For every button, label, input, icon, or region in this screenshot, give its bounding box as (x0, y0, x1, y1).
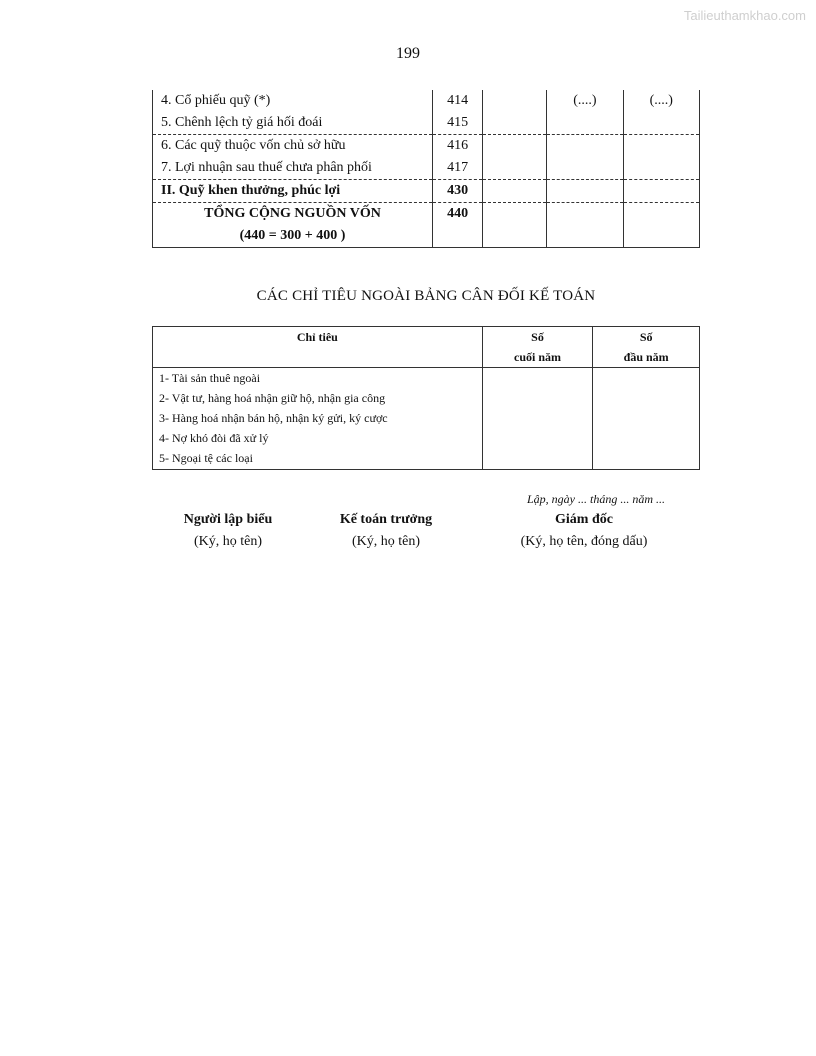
header-end-line1: Số (531, 330, 544, 344)
watermark: Tailieuthamkhao.com (683, 8, 806, 23)
list-item: 5- Ngoại tệ các loại (159, 451, 253, 465)
off-balance-table (152, 326, 700, 470)
page-number: 199 (396, 45, 420, 62)
table-row (153, 135, 700, 158)
row-value-3 (623, 112, 699, 135)
signature-note: (Ký, họ tên) (351, 534, 421, 549)
row-value-3 (623, 225, 699, 248)
table-row (153, 157, 700, 180)
table-body-row (153, 368, 700, 470)
row-value-1 (483, 90, 547, 112)
row-code: 417 (433, 157, 483, 180)
row-value-2 (547, 225, 623, 248)
row-value-3 (623, 180, 699, 203)
row-label: 6. Các quỹ thuộc vốn chủ sở hữu (153, 135, 433, 158)
row-code (433, 225, 483, 248)
header-start-line2: đầu năm (623, 350, 669, 364)
row-value-2: (....) (547, 90, 623, 112)
end-of-year-values (482, 368, 593, 470)
row-value-1 (483, 180, 547, 203)
list-item: 3- Hàng hoá nhận bán hộ, nhận ký gửi, ký cược (159, 411, 388, 425)
row-code: 415 (433, 112, 483, 135)
signature-note: (Ký, họ tên, đóng dấu) (520, 534, 648, 549)
indicator-list (153, 368, 483, 470)
row-value-3 (623, 135, 699, 158)
row-value-2 (547, 203, 623, 226)
row-value-3 (623, 203, 699, 226)
row-label: 4. Cổ phiếu quỹ (*) (153, 90, 433, 112)
row-value-2 (547, 180, 623, 203)
row-value-2 (547, 157, 623, 180)
row-value-3 (623, 157, 699, 180)
section-title: CÁC CHỈ TIÊU NGOÀI BẢNG CÂN ĐỐI KẾ TOÁN (256, 288, 596, 304)
date-line: Lập, ngày ... tháng ... năm ... (527, 492, 665, 506)
row-value-2 (547, 112, 623, 135)
total-formula: (440 = 300 + 400 ) (153, 225, 433, 248)
signature-preparer (168, 509, 288, 553)
row-value-1 (483, 112, 547, 135)
row-value-2 (547, 135, 623, 158)
start-of-year-values (593, 368, 700, 470)
row-value-3: (....) (623, 90, 699, 112)
signature-role: Giám đốc (555, 512, 613, 527)
row-label: 5. Chênh lệch tỷ giá hối đoái (153, 112, 433, 135)
row-code: 430 (433, 180, 483, 203)
balance-sheet-table (152, 90, 700, 248)
header-indicator: Chỉ tiêu (153, 327, 483, 368)
table-row (153, 112, 700, 135)
row-code: 414 (433, 90, 483, 112)
header-start-line1: Số (639, 330, 653, 344)
header-end-line2: cuối năm (514, 350, 562, 364)
row-value-1 (483, 203, 547, 226)
signature-note: (Ký, họ tên) (193, 534, 263, 549)
row-label: II. Quỹ khen thưởng, phúc lợi (153, 180, 433, 203)
signature-chief-accountant (322, 509, 450, 553)
table-row (153, 90, 700, 112)
list-item: 1- Tài sản thuê ngoài (159, 371, 261, 385)
row-label: 7. Lợi nhuận sau thuế chưa phân phối (153, 157, 433, 180)
list-item: 2- Vật tư, hàng hoá nhận giữ hộ, nhận gia công (159, 391, 386, 405)
total-label: TỔNG CỘNG NGUỒN VỐN (153, 203, 433, 226)
signature-role: Người lập biểu (183, 512, 273, 527)
table-row-total (153, 203, 700, 226)
total-code: 440 (433, 203, 483, 226)
list-item: 4- Nợ khó đòi đã xử lý (159, 431, 269, 445)
row-value-1 (483, 157, 547, 180)
header-start-of-year (593, 327, 700, 368)
table-header-row (153, 327, 700, 368)
table-row (153, 180, 700, 203)
row-value-1 (483, 225, 547, 248)
signature-role: Kế toán trưởng (339, 512, 433, 527)
header-end-of-year (482, 327, 593, 368)
signature-director (502, 509, 666, 553)
table-row-total-formula (153, 225, 700, 248)
row-code: 416 (433, 135, 483, 158)
row-value-1 (483, 135, 547, 158)
